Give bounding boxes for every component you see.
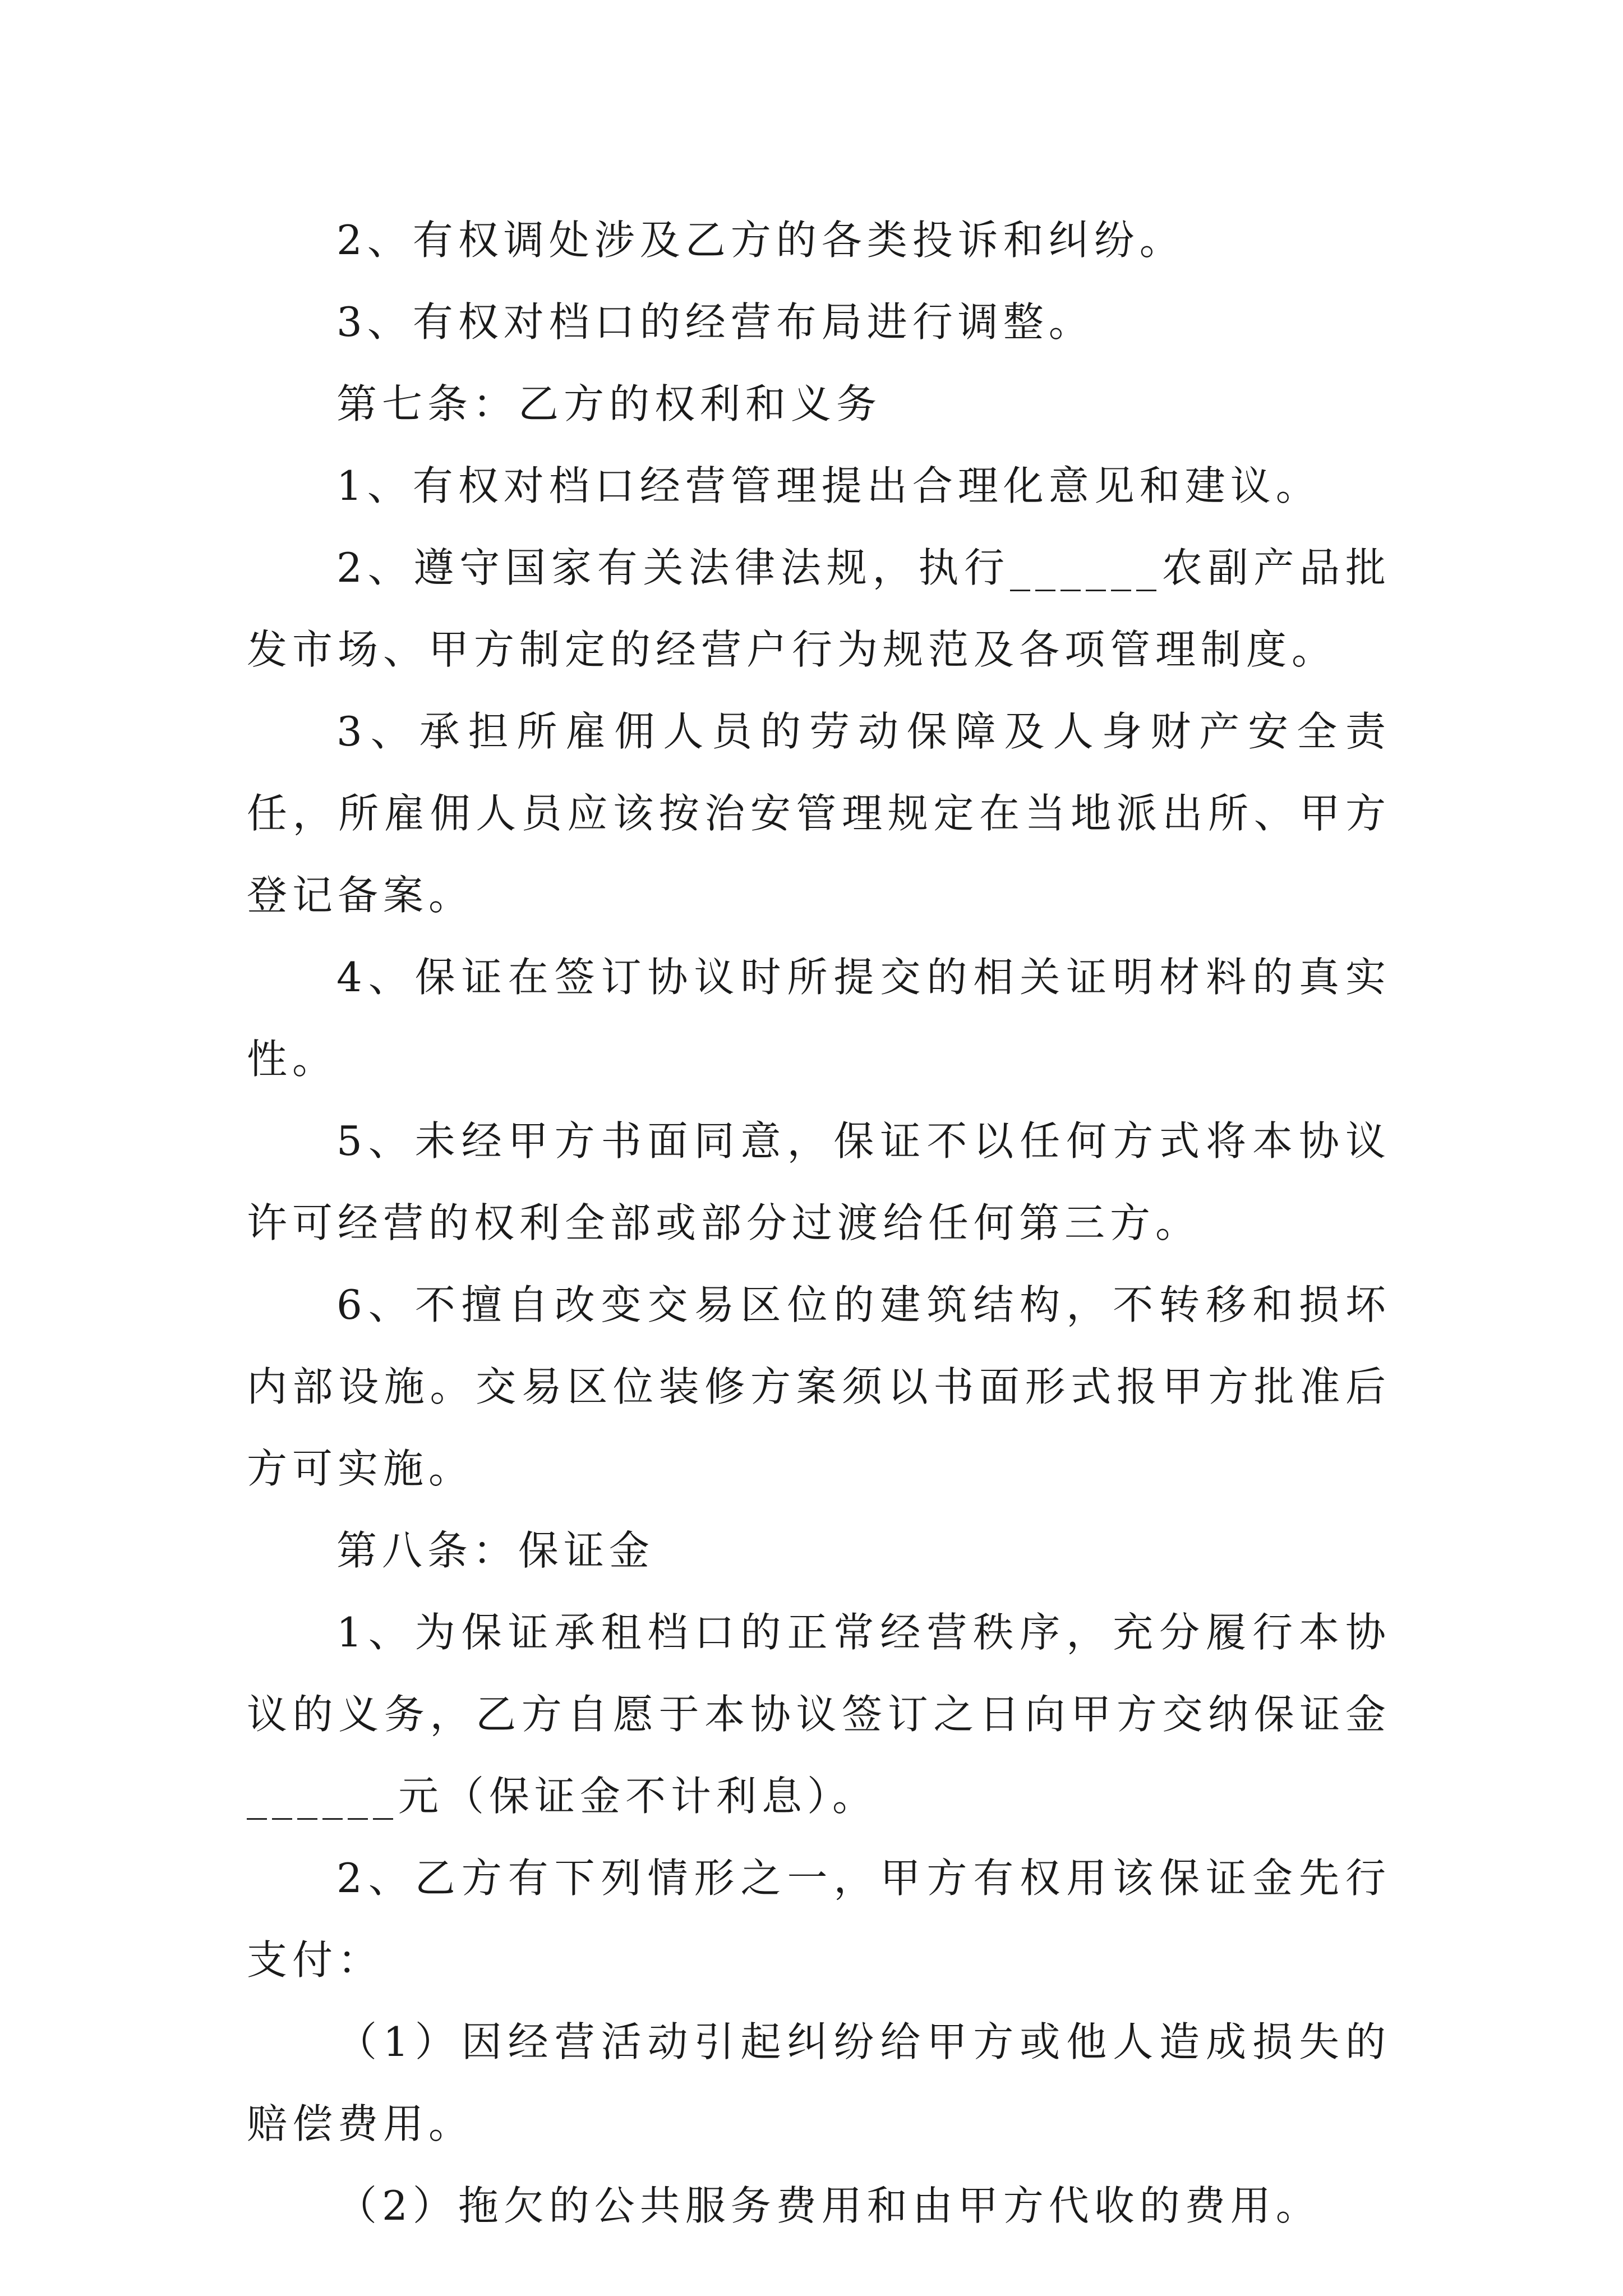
paragraph-clause-8-item-1: 1、为保证承租档口的正常经营秩序，充分履行本协议的义务，乙方自愿于本协议签订之日向甲方交纳保证金______元（保证金不计利息）。 — [247, 1609, 1391, 1820]
paragraph-clause-8-item-2: 2、乙方有下列情形之一，甲方有权用该保证金先行支付： — [247, 1855, 1391, 1984]
heading-clause-7: 第七条：乙方的权利和义务 — [336, 380, 882, 427]
paragraph-clause-7-item-3: 3、承担所雇佣人员的劳动保障及人身财产安全责任，所雇佣人员应该按治安管理规定在当地派出所、甲方登记备案。 — [247, 708, 1391, 919]
paragraph-clause-8-subitem-2: （2）拖欠的公共服务费用和由甲方代收的费用。 — [336, 2182, 1321, 2229]
paragraph-clause-7-item-5: 5、未经甲方书面同意，保证不以任何方式将本协议许可经营的权利全部或部分过渡给任何第三方。 — [247, 1117, 1391, 1246]
heading-clause-8: 第八条：保证金 — [336, 1527, 655, 1574]
paragraph-clause-7-item-4: 4、保证在签订协议时所提交的相关证明材料的真实性。 — [247, 954, 1391, 1083]
paragraph-clause-7-item-6: 6、不擅自改变交易区位的建筑结构，不转移和损坏内部设施。交易区位装修方案须以书面形式报甲方批准后方可实施。 — [247, 1281, 1391, 1492]
paragraph-clause-6-item-3: 3、有权对档口的经营布局进行调整。 — [336, 298, 1094, 346]
paragraph-clause-6-item-2: 2、有权调处涉及乙方的各类投诉和纠纷。 — [336, 217, 1185, 264]
document-body — [247, 199, 1391, 2247]
paragraph-clause-7-item-1: 1、有权对档口经营管理提出合理化意见和建议。 — [336, 462, 1321, 509]
paragraph-clause-7-item-2: 2、遵守国家有关法律法规，执行______农副产品批发市场、甲方制定的经营户行为规范及各项管理制度。 — [247, 544, 1391, 673]
paragraph-clause-8-subitem-1: （1）因经营活动引起纠纷给甲方或他人造成损失的赔偿费用。 — [247, 2018, 1391, 2147]
